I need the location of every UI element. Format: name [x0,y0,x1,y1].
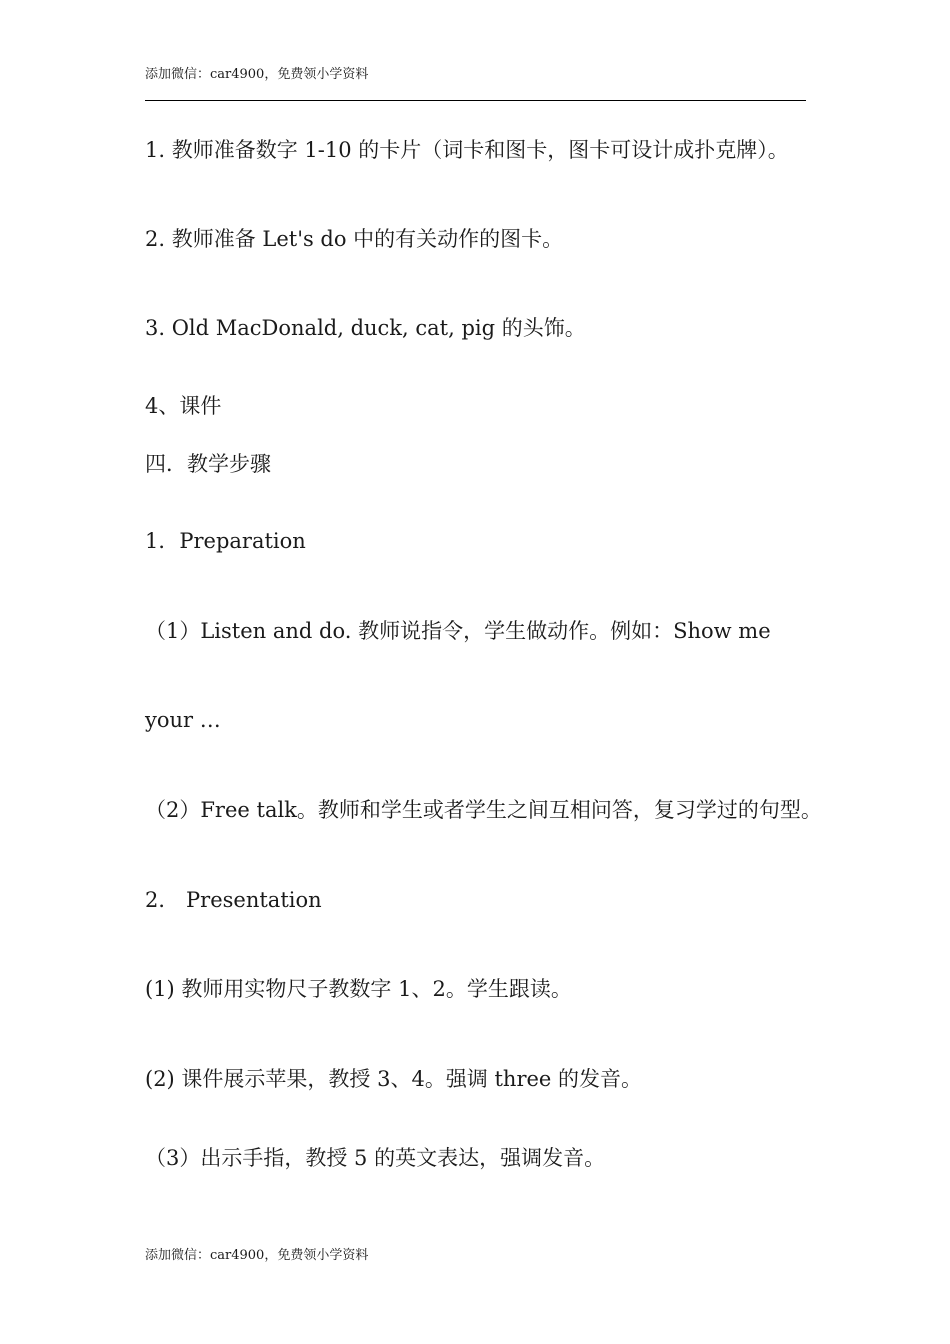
step-heading-preparation: 1．Preparation [145,529,306,553]
header-text: 添加微信：car4900，免费领小学资料 [145,67,369,82]
prep-item-2: 2. 教师准备 Let's do 中的有关动作的图卡。 [145,227,564,251]
header-divider [145,100,806,101]
prep-item-3: 3. Old MacDonald, duck, cat, pig 的头饰。 [145,316,586,340]
prep-item-1: 1. 教师准备数字 1-10 的卡片（词卡和图卡，图卡可设计成扑克牌）。 [145,138,789,162]
step-2-item-2: (2) 课件展示苹果，教授 3、4。强调 three 的发音。 [145,1067,643,1091]
step-2-item-1: (1) 教师用实物尺子教数字 1、2。学生跟读。 [145,977,572,1001]
step-1-item-1-continued: your … [145,708,221,732]
footer-text: 添加微信：car4900，免费领小学资料 [145,1248,369,1263]
prep-item-4: 4、课件 [145,394,222,418]
step-2-item-3: （3）出示手指，教授 5 的英文表达，强调发音。 [145,1146,606,1170]
step-heading-presentation: 2． Presentation [145,888,322,912]
section-heading-steps: 四．教学步骤 [145,452,271,476]
step-1-item-1: （1）Listen and do. 教师说指令，学生做动作。例如：Show me [145,619,771,643]
step-1-item-2: （2）Free talk。教师和学生或者学生之间互相问答，复习学过的句型。 [145,798,822,822]
